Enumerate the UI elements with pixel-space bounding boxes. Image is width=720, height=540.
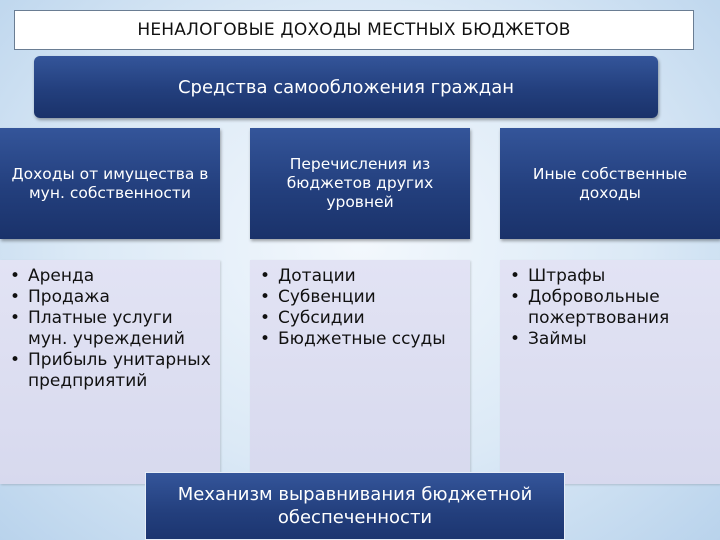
- list-item: • Продажа: [8, 287, 212, 308]
- column-body-property-income: [0, 260, 220, 484]
- column-body-transfers: [250, 260, 470, 484]
- column-heading-other-income: Иные собственные доходы: [500, 128, 720, 239]
- list-item: • Дотации: [258, 266, 462, 287]
- list-item: • Займы: [508, 329, 712, 350]
- footer-equalization-mechanism: Механизм выравнивания бюджетной обеспеченности: [145, 472, 565, 540]
- list-item: • Прибыль унитарных предприятий: [8, 350, 212, 392]
- list-item: • Штрафы: [508, 266, 712, 287]
- item-list: [0, 260, 220, 392]
- item-list: [250, 260, 470, 350]
- banner-self-taxation: Средства самообложения граждан: [34, 56, 658, 118]
- diagram-title: НЕНАЛОГОВЫЕ ДОХОДЫ МЕСТНЫХ БЮДЖЕТОВ: [14, 10, 694, 50]
- list-item: • Платные услуги мун. учреждений: [8, 308, 212, 350]
- list-item: • Бюджетные ссуды: [258, 329, 462, 350]
- list-item: • Добровольные пожертвования: [508, 287, 712, 329]
- column-body-other-income: [500, 260, 720, 484]
- item-list: [500, 260, 720, 350]
- list-item: • Аренда: [8, 266, 212, 287]
- column-heading-transfers: Перечисления из бюджетов других уровней: [250, 128, 470, 239]
- column-heading-property-income: Доходы от имущества в мун. собственности: [0, 128, 220, 239]
- list-item: • Субсидии: [258, 308, 462, 329]
- list-item: • Субвенции: [258, 287, 462, 308]
